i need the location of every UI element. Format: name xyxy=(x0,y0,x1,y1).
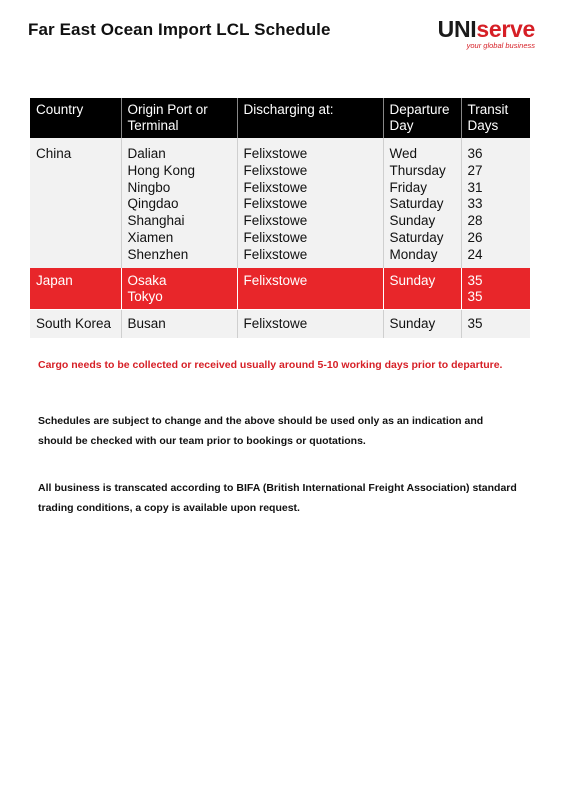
departure-cell xyxy=(383,138,461,268)
page-title: Far East Ocean Import LCL Schedule xyxy=(28,20,331,39)
column-header-origin: Origin Port or Terminal xyxy=(121,98,237,138)
departure-day: Sunday xyxy=(389,316,436,332)
column-header-departure: Departure Day xyxy=(383,98,461,138)
transit-days: 24 xyxy=(467,246,483,262)
logo-wordmark xyxy=(438,18,535,40)
discharge-port: Felixstowe xyxy=(243,213,308,229)
origin-port: Ningbo xyxy=(127,179,171,195)
schedule-table xyxy=(30,98,530,338)
transit-days: 35 xyxy=(467,316,483,332)
transit-cell xyxy=(461,268,530,310)
table-row-china xyxy=(30,138,530,268)
origin-port: Tokyo xyxy=(127,289,163,305)
departure-day: Saturday xyxy=(389,229,444,245)
discharge-port: Felixstowe xyxy=(243,272,308,288)
origin-port: Shanghai xyxy=(127,213,185,229)
departure-cell xyxy=(383,268,461,310)
discharge-cell xyxy=(237,268,383,310)
origin-cell xyxy=(121,138,237,268)
country-cell: South Korea xyxy=(30,310,121,338)
transit-days: 27 xyxy=(467,162,483,178)
table-row-south-korea xyxy=(30,310,530,338)
departure-day: Monday xyxy=(389,246,438,262)
uniserve-logo xyxy=(438,18,535,50)
column-header-country: Country xyxy=(30,98,121,138)
departure-cell xyxy=(383,310,461,338)
discharge-cell xyxy=(237,138,383,268)
discharge-cell xyxy=(237,310,383,338)
transit-days: 31 xyxy=(467,179,483,195)
column-header-transit: Transit Days xyxy=(461,98,530,138)
logo-serve-text: serve xyxy=(476,16,535,42)
origin-cell xyxy=(121,310,237,338)
transit-days: 35 xyxy=(467,289,483,305)
discharge-port: Felixstowe xyxy=(243,179,308,195)
transit-days: 28 xyxy=(467,213,483,229)
logo-uni-text: UNI xyxy=(437,16,477,42)
transit-days: 36 xyxy=(467,146,483,161)
discharge-port: Felixstowe xyxy=(243,229,308,245)
origin-port: Osaka xyxy=(127,272,167,288)
transit-days: 33 xyxy=(467,196,483,212)
origin-port: Shenzhen xyxy=(127,246,189,262)
column-header-discharge: Discharging at: xyxy=(237,98,383,138)
departure-day: Sunday xyxy=(389,272,436,288)
logo-tagline: your global business xyxy=(466,41,535,50)
departure-day: Friday xyxy=(389,179,428,195)
transit-days: 35 xyxy=(467,272,483,288)
origin-port: Xiamen xyxy=(127,229,174,245)
transit-cell xyxy=(461,310,530,338)
table-header-row xyxy=(30,98,530,138)
country-cell: Japan xyxy=(30,268,121,310)
discharge-port: Felixstowe xyxy=(243,196,308,212)
origin-port: Qingdao xyxy=(127,196,179,212)
table-row-japan xyxy=(30,268,530,310)
origin-port: Hong Kong xyxy=(127,162,196,178)
discharge-port: Felixstowe xyxy=(243,162,308,178)
origin-cell xyxy=(121,268,237,310)
transit-cell xyxy=(461,138,530,268)
origin-port: Dalian xyxy=(127,146,166,161)
discharge-port: Felixstowe xyxy=(243,316,308,332)
country-cell: China xyxy=(30,138,121,268)
departure-day: Sunday xyxy=(389,213,436,229)
departure-day: Thursday xyxy=(389,162,446,178)
bifa-terms-note: All business is transcated according to BIFA (British International Freight Association) standard trading conditions, a copy is available upon request. xyxy=(38,482,517,514)
discharge-port: Felixstowe xyxy=(243,246,308,262)
origin-port: Busan xyxy=(127,316,166,332)
schedule-disclaimer: Schedules are subject to change and the above should be used only as an indication and should be checked with our team prior to bookings or quotations. xyxy=(38,415,484,447)
discharge-port: Felixstowe xyxy=(243,146,308,161)
collection-note: Cargo needs to be collected or received usually around 5-10 working days prior to departure. xyxy=(38,359,503,371)
transit-days: 26 xyxy=(467,229,483,245)
departure-day: Saturday xyxy=(389,196,444,212)
departure-day: Wed xyxy=(389,146,418,161)
